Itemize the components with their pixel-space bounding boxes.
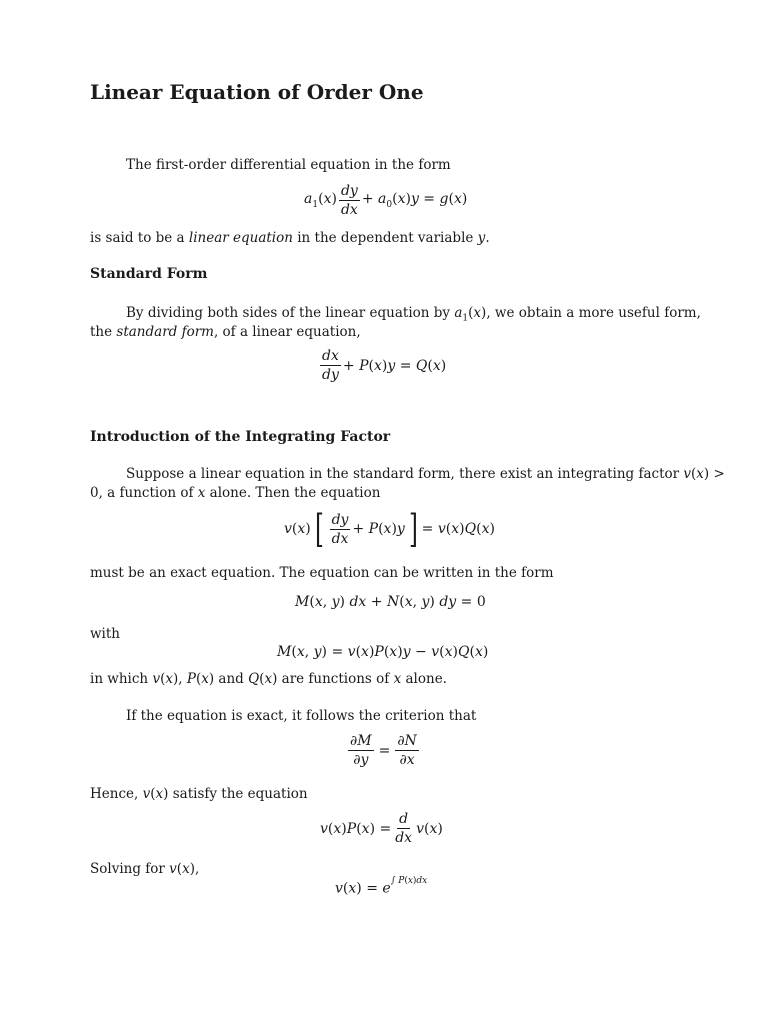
standard-form-paragraph-1: By dividing both sides of the linear equation by $a_1(x)$, we obtain a more useful form, (126, 305, 701, 324)
if-paragraph-1: Suppose a linear equation in the standard form, there exist an integrating factor v(x) > (126, 466, 725, 482)
equation-v-solution: $v(x) = e^{\int P(x)dx}$ (335, 876, 428, 897)
sf-text-pre: By dividing both sides of the linear equation by (126, 305, 455, 321)
sf-text2-pre: the (90, 324, 117, 340)
equation-m-definition: M(x, y) = v(x)P(x)y − v(x)Q(x) (277, 644, 489, 660)
if-text-5-and: and (218, 671, 244, 687)
if-paragraph-5: in which v(x), P(x) and Q(x) are functions of x alone. (90, 671, 447, 687)
equation-general-linear: $a_1(x)$ $\frac{dy}{dx}$ + $a_0(x)y = g(x)$ (304, 183, 468, 218)
if-paragraph-7: Hence, v(x) satisfy the equation (90, 786, 308, 802)
equation-integrating-factor: v(x) [ $\frac{dy}{dx}$ + P(x)y ] = v(x)Q(x) (284, 507, 495, 551)
if-paragraph-6: If the equation is exact, it follows the criterion that (126, 708, 477, 724)
if-text-5-end: alone. (405, 671, 447, 687)
standard-form-paragraph-2 (90, 323, 361, 341)
standard-form-term: standard form (116, 324, 214, 340)
intro-text: is said to be a (90, 230, 189, 246)
intro-paragraph-2: is said to be a linear equation in the dependent variable y. (90, 230, 490, 246)
if-paragraph-2: 0, a function of x alone. Then the equation (90, 485, 381, 501)
sf-text-post: , we obtain a more useful form, (486, 305, 701, 321)
if-paragraph-3: must be an exact equation. The equation can be written in the form (90, 565, 554, 581)
equation-exactness-criterion: $\frac{\partial M}{\partial y}$ = $\frac{\partial N}{\partial x}$ (350, 733, 417, 768)
if-text-2-post: alone. Then the equation (209, 485, 381, 501)
page-title: Linear Equation of Order One (90, 80, 424, 104)
if-text-5-post: are functions of (281, 671, 390, 687)
intro-paragraph-1: The first-order differential equation in the form (126, 157, 451, 173)
section-heading-integrating-factor: Introduction of the Integrating Factor (90, 429, 391, 445)
equation-exact-form: M(x, y) dx + N(x, y) dy = 0 (295, 594, 486, 610)
equation-standard-form: $\frac{dx}{dy}$ + P(x)y = Q(x) (322, 348, 447, 383)
section-heading-standard-form: Standard Form (90, 266, 208, 282)
sf-text2-post: , of a linear equation, (213, 324, 361, 340)
linear-equation-term: linear equation (188, 230, 293, 246)
if-text-7-pre: Hence, (90, 786, 139, 802)
if-text-7-post: satisfy the equation (172, 786, 308, 802)
if-text-2: 0, a function of (90, 485, 194, 501)
equation-v-condition: v(x)P(x) = $\frac{d}{dx}$ v(x) (320, 811, 443, 846)
if-text-8: Solving for (90, 861, 165, 877)
intro-text-post: in the dependent variable (292, 230, 478, 246)
if-paragraph-4: with (90, 626, 120, 642)
if-text-1: Suppose a linear equation in the standard form, there exist an integrating factor (126, 466, 680, 482)
if-paragraph-8: Solving for v(x), (90, 861, 200, 877)
if-text-5-pre: in which (90, 671, 149, 687)
